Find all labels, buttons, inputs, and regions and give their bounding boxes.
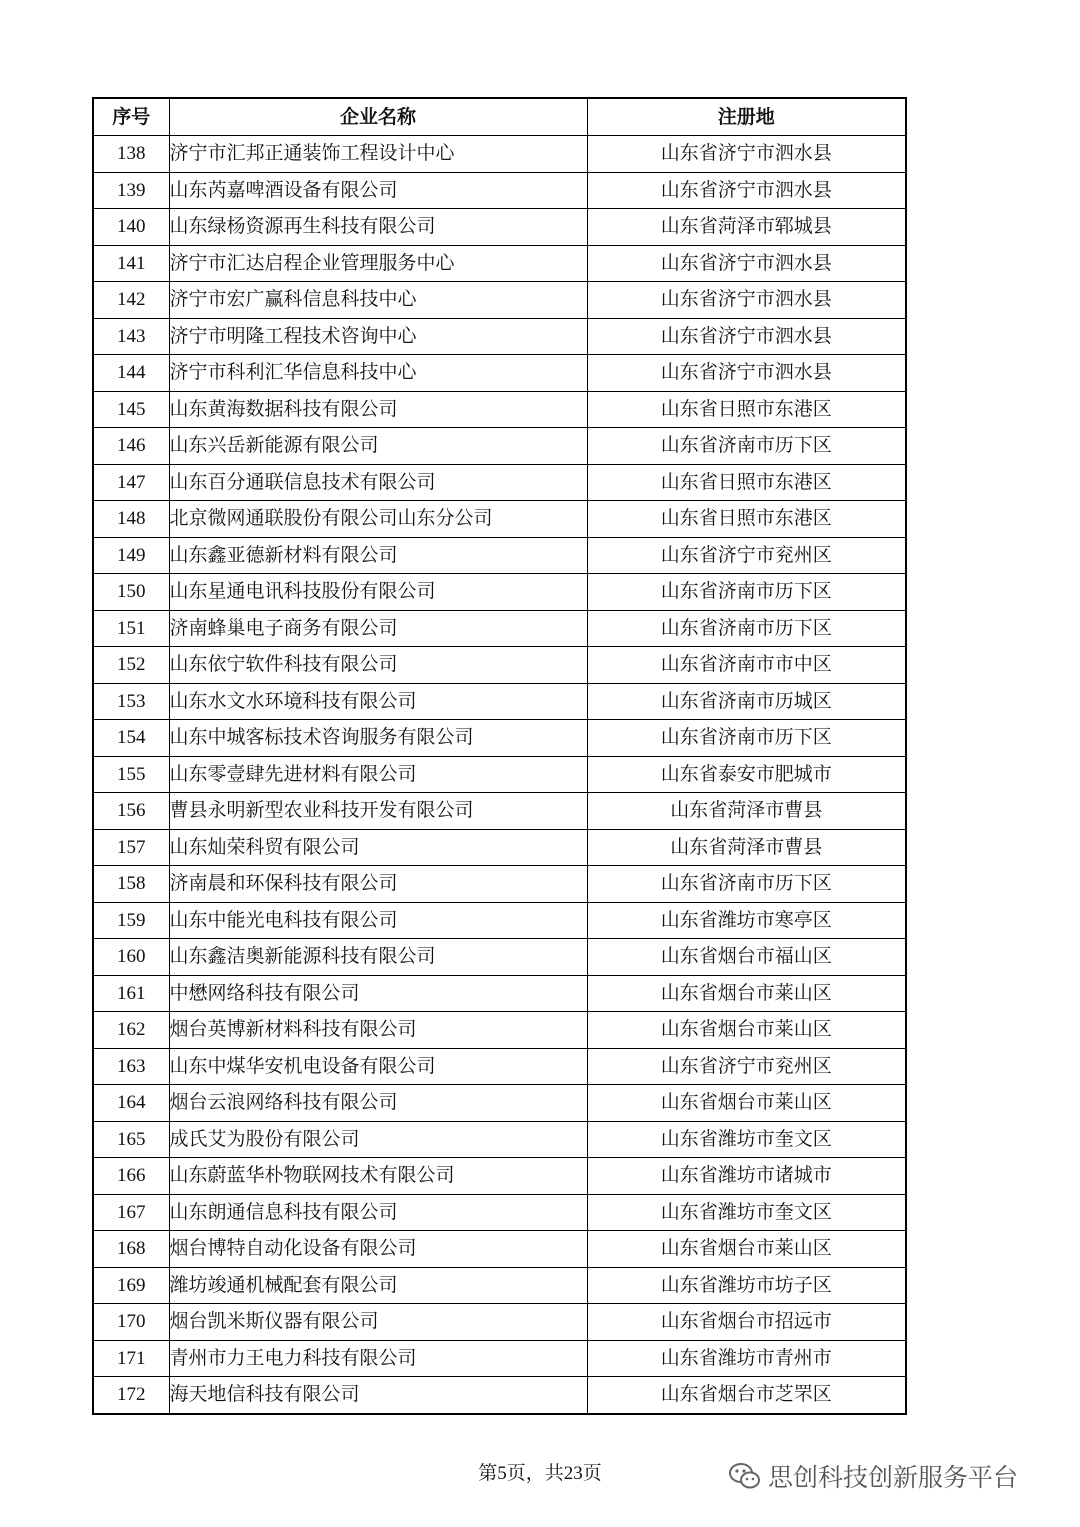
row-registered-place: 山东省济南市历下区 bbox=[587, 720, 906, 757]
row-enterprise-name: 烟台英博新材料科技有限公司 bbox=[169, 1012, 587, 1049]
row-index: 145 bbox=[93, 391, 169, 428]
row-registered-place: 山东省潍坊市青州市 bbox=[587, 1340, 906, 1377]
row-enterprise-name: 山东中能光电科技有限公司 bbox=[169, 902, 587, 939]
row-index: 139 bbox=[93, 172, 169, 209]
row-index: 141 bbox=[93, 245, 169, 282]
row-registered-place: 山东省日照市东港区 bbox=[587, 464, 906, 501]
row-registered-place: 山东省烟台市招远市 bbox=[587, 1304, 906, 1341]
row-enterprise-name: 山东绿杨资源再生科技有限公司 bbox=[169, 209, 587, 246]
row-registered-place: 山东省济南市历下区 bbox=[587, 574, 906, 611]
row-enterprise-name: 山东水文水环境科技有限公司 bbox=[169, 683, 587, 720]
row-index: 172 bbox=[93, 1377, 169, 1414]
table-row bbox=[93, 1012, 906, 1049]
watermark bbox=[728, 1458, 1018, 1494]
row-index: 142 bbox=[93, 282, 169, 319]
row-registered-place: 山东省潍坊市寒亭区 bbox=[587, 902, 906, 939]
row-enterprise-name: 烟台博特自动化设备有限公司 bbox=[169, 1231, 587, 1268]
row-registered-place: 山东省烟台市福山区 bbox=[587, 939, 906, 976]
row-registered-place: 山东省济宁市泗水县 bbox=[587, 282, 906, 319]
row-enterprise-name: 济宁市汇邦正通装饰工程设计中心 bbox=[169, 136, 587, 173]
row-enterprise-name: 济南蜂巢电子商务有限公司 bbox=[169, 610, 587, 647]
row-enterprise-name: 烟台云浪网络科技有限公司 bbox=[169, 1085, 587, 1122]
wechat-icon bbox=[728, 1459, 762, 1493]
table-row bbox=[93, 574, 906, 611]
row-index: 151 bbox=[93, 610, 169, 647]
row-registered-place: 山东省济南市历城区 bbox=[587, 683, 906, 720]
row-enterprise-name: 济南晨和环保科技有限公司 bbox=[169, 866, 587, 903]
row-registered-place: 山东省济南市历下区 bbox=[587, 428, 906, 465]
row-registered-place: 山东省烟台市莱山区 bbox=[587, 1012, 906, 1049]
row-enterprise-name: 山东星通电讯科技股份有限公司 bbox=[169, 574, 587, 611]
row-index: 160 bbox=[93, 939, 169, 976]
row-enterprise-name: 济宁市宏广赢科信息科技中心 bbox=[169, 282, 587, 319]
row-registered-place: 山东省潍坊市坊子区 bbox=[587, 1267, 906, 1304]
table-row bbox=[93, 501, 906, 538]
header-index: 序号 bbox=[93, 98, 169, 136]
table-row bbox=[93, 1304, 906, 1341]
table-row bbox=[93, 975, 906, 1012]
row-enterprise-name: 山东百分通联信息技术有限公司 bbox=[169, 464, 587, 501]
row-index: 147 bbox=[93, 464, 169, 501]
header-registered-place: 注册地 bbox=[587, 98, 906, 136]
row-registered-place: 山东省济宁市兖州区 bbox=[587, 537, 906, 574]
table-row bbox=[93, 464, 906, 501]
row-index: 156 bbox=[93, 793, 169, 830]
row-enterprise-name: 中懋网络科技有限公司 bbox=[169, 975, 587, 1012]
table-row bbox=[93, 793, 906, 830]
row-registered-place: 山东省济南市历下区 bbox=[587, 866, 906, 903]
row-index: 162 bbox=[93, 1012, 169, 1049]
row-enterprise-name: 济宁市科利汇华信息科技中心 bbox=[169, 355, 587, 392]
row-enterprise-name: 青州市力王电力科技有限公司 bbox=[169, 1340, 587, 1377]
row-registered-place: 山东省济宁市泗水县 bbox=[587, 318, 906, 355]
row-index: 164 bbox=[93, 1085, 169, 1122]
row-enterprise-name: 山东中城客标技术咨询服务有限公司 bbox=[169, 720, 587, 757]
table-row bbox=[93, 720, 906, 757]
row-registered-place: 山东省潍坊市奎文区 bbox=[587, 1194, 906, 1231]
table-row bbox=[93, 1267, 906, 1304]
row-enterprise-name: 山东中煤华安机电设备有限公司 bbox=[169, 1048, 587, 1085]
row-index: 138 bbox=[93, 136, 169, 173]
row-enterprise-name: 潍坊竣通机械配套有限公司 bbox=[169, 1267, 587, 1304]
row-enterprise-name: 山东依宁软件科技有限公司 bbox=[169, 647, 587, 684]
table-row bbox=[93, 1231, 906, 1268]
row-index: 149 bbox=[93, 537, 169, 574]
table-row bbox=[93, 1340, 906, 1377]
row-index: 163 bbox=[93, 1048, 169, 1085]
row-index: 158 bbox=[93, 866, 169, 903]
row-enterprise-name: 烟台凯米斯仪器有限公司 bbox=[169, 1304, 587, 1341]
table-row bbox=[93, 610, 906, 647]
table-row bbox=[93, 1377, 906, 1414]
row-registered-place: 山东省烟台市莱山区 bbox=[587, 1231, 906, 1268]
table-row bbox=[93, 756, 906, 793]
table-row bbox=[93, 318, 906, 355]
row-enterprise-name: 曹县永明新型农业科技开发有限公司 bbox=[169, 793, 587, 830]
row-enterprise-name: 成氏艾为股份有限公司 bbox=[169, 1121, 587, 1158]
row-registered-place: 山东省济宁市泗水县 bbox=[587, 136, 906, 173]
row-registered-place: 山东省济宁市兖州区 bbox=[587, 1048, 906, 1085]
row-index: 170 bbox=[93, 1304, 169, 1341]
row-index: 140 bbox=[93, 209, 169, 246]
row-index: 144 bbox=[93, 355, 169, 392]
row-registered-place: 山东省泰安市肥城市 bbox=[587, 756, 906, 793]
row-registered-place: 山东省潍坊市奎文区 bbox=[587, 1121, 906, 1158]
row-index: 146 bbox=[93, 428, 169, 465]
table-header-row bbox=[93, 98, 906, 136]
row-index: 159 bbox=[93, 902, 169, 939]
header-enterprise-name: 企业名称 bbox=[169, 98, 587, 136]
row-index: 152 bbox=[93, 647, 169, 684]
row-registered-place: 山东省菏泽市郓城县 bbox=[587, 209, 906, 246]
table-row bbox=[93, 1085, 906, 1122]
row-index: 148 bbox=[93, 501, 169, 538]
row-registered-place: 山东省烟台市莱山区 bbox=[587, 975, 906, 1012]
row-index: 161 bbox=[93, 975, 169, 1012]
row-registered-place: 山东省济宁市泗水县 bbox=[587, 245, 906, 282]
row-index: 171 bbox=[93, 1340, 169, 1377]
enterprise-table bbox=[92, 97, 907, 1415]
table-row bbox=[93, 282, 906, 319]
row-registered-place: 山东省潍坊市诸城市 bbox=[587, 1158, 906, 1195]
table-row bbox=[93, 136, 906, 173]
row-index: 153 bbox=[93, 683, 169, 720]
table-row bbox=[93, 866, 906, 903]
table-row bbox=[93, 428, 906, 465]
table-row bbox=[93, 209, 906, 246]
table-row bbox=[93, 172, 906, 209]
row-registered-place: 山东省日照市东港区 bbox=[587, 501, 906, 538]
row-index: 150 bbox=[93, 574, 169, 611]
row-registered-place: 山东省济南市历下区 bbox=[587, 610, 906, 647]
row-enterprise-name: 北京微网通联股份有限公司山东分公司 bbox=[169, 501, 587, 538]
table-row bbox=[93, 939, 906, 976]
table-row bbox=[93, 829, 906, 866]
row-enterprise-name: 济宁市汇达启程企业管理服务中心 bbox=[169, 245, 587, 282]
row-enterprise-name: 山东黄海数据科技有限公司 bbox=[169, 391, 587, 428]
row-index: 157 bbox=[93, 829, 169, 866]
row-index: 155 bbox=[93, 756, 169, 793]
table-body bbox=[93, 136, 906, 1414]
row-registered-place: 山东省烟台市莱山区 bbox=[587, 1085, 906, 1122]
table-row bbox=[93, 391, 906, 428]
row-index: 167 bbox=[93, 1194, 169, 1231]
table-row bbox=[93, 1158, 906, 1195]
row-enterprise-name: 山东鑫洁奥新能源科技有限公司 bbox=[169, 939, 587, 976]
table-row bbox=[93, 902, 906, 939]
row-registered-place: 山东省济宁市泗水县 bbox=[587, 355, 906, 392]
page-number-label: 第5页，共23页 bbox=[478, 1463, 602, 1484]
table-row bbox=[93, 647, 906, 684]
row-registered-place: 山东省烟台市芝罘区 bbox=[587, 1377, 906, 1414]
table-row bbox=[93, 355, 906, 392]
row-enterprise-name: 山东鑫亚德新材料有限公司 bbox=[169, 537, 587, 574]
watermark-text: 思创科技创新服务平台 bbox=[768, 1463, 1019, 1492]
row-index: 165 bbox=[93, 1121, 169, 1158]
row-enterprise-name: 济宁市明隆工程技术咨询中心 bbox=[169, 318, 587, 355]
row-enterprise-name: 山东灿荣科贸有限公司 bbox=[169, 829, 587, 866]
row-enterprise-name: 海天地信科技有限公司 bbox=[169, 1377, 587, 1414]
row-index: 168 bbox=[93, 1231, 169, 1268]
row-enterprise-name: 山东兴岳新能源有限公司 bbox=[169, 428, 587, 465]
row-registered-place: 山东省济南市市中区 bbox=[587, 647, 906, 684]
row-enterprise-name: 山东零壹肆先进材料有限公司 bbox=[169, 756, 587, 793]
table-row bbox=[93, 1121, 906, 1158]
row-registered-place: 山东省济宁市泗水县 bbox=[587, 172, 906, 209]
row-index: 169 bbox=[93, 1267, 169, 1304]
table-row bbox=[93, 1194, 906, 1231]
table-row bbox=[93, 245, 906, 282]
row-index: 166 bbox=[93, 1158, 169, 1195]
row-enterprise-name: 山东芮嘉啤酒设备有限公司 bbox=[169, 172, 587, 209]
row-enterprise-name: 山东蔚蓝华朴物联网技术有限公司 bbox=[169, 1158, 587, 1195]
table-row bbox=[93, 537, 906, 574]
row-registered-place: 山东省菏泽市曹县 bbox=[587, 829, 906, 866]
row-index: 143 bbox=[93, 318, 169, 355]
table-row bbox=[93, 1048, 906, 1085]
row-index: 154 bbox=[93, 720, 169, 757]
row-registered-place: 山东省菏泽市曹县 bbox=[587, 793, 906, 830]
row-enterprise-name: 山东朗通信息科技有限公司 bbox=[169, 1194, 587, 1231]
row-registered-place: 山东省日照市东港区 bbox=[587, 391, 906, 428]
table-row bbox=[93, 683, 906, 720]
